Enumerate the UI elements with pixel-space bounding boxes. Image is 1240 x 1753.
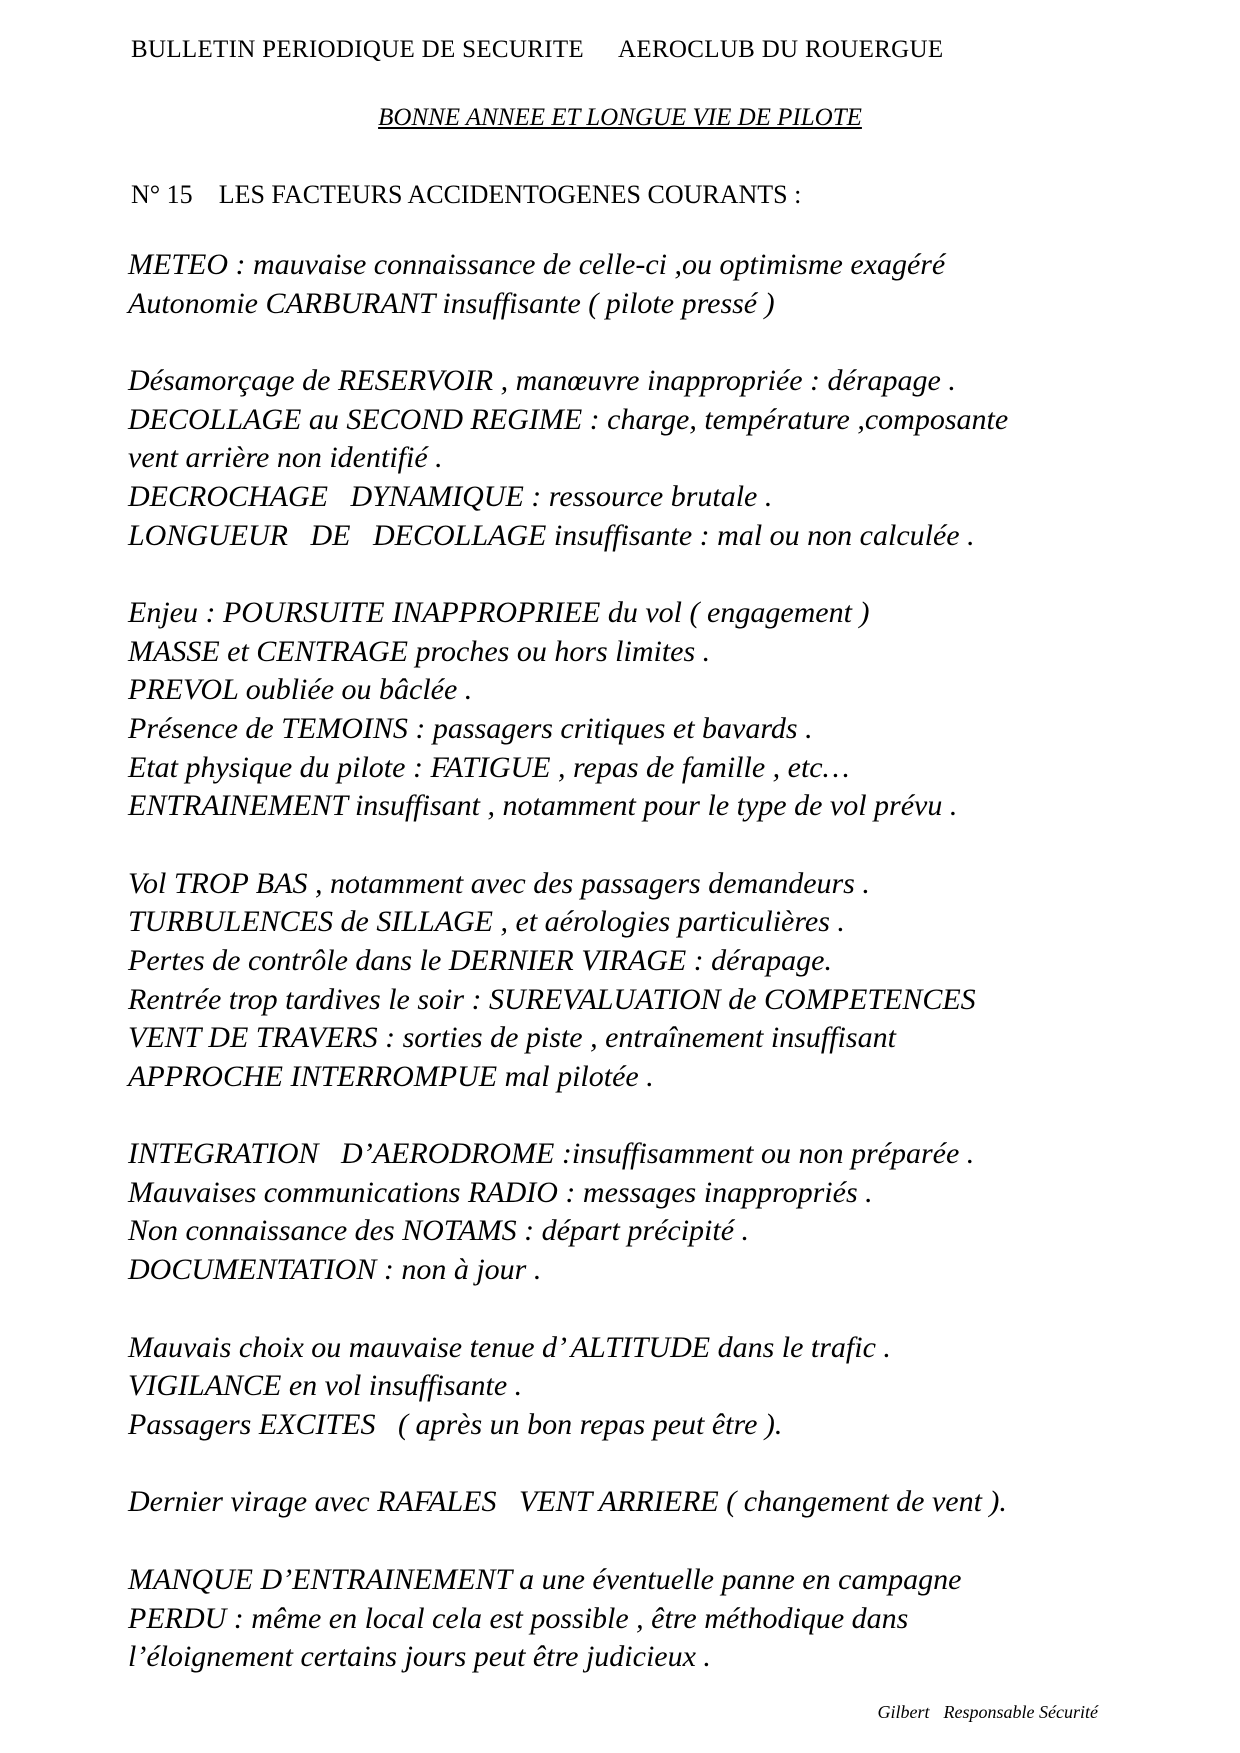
paragraph <box>128 1135 1188 1289</box>
text-line: Rentrée trop tardives le soir : SUREVALUATION de COMPETENCES <box>128 982 976 1016</box>
text-line: Passagers EXCITES ( après un bon repas peut être ). <box>128 1407 783 1441</box>
paragraph <box>128 1561 1188 1677</box>
text-line: Dernier virage avec RAFALES VENT ARRIERE ( changement de vent ). <box>128 1485 1007 1519</box>
text-line: Présence de TEMOINS : passagers critiques et bavards . <box>128 711 813 745</box>
text-line: DECROCHAGE DYNAMIQUE : ressource brutale . <box>128 479 773 513</box>
text-line: Autonomie CARBURANT insuffisante ( pilote pressé ) <box>128 286 775 320</box>
club-name: AEROCLUB DU ROUERGUE <box>618 36 944 63</box>
signature-role: Responsable Sécurité <box>943 1702 1098 1722</box>
text-line: Pertes de contrôle dans le DERNIER VIRAGE : dérapage. <box>128 943 832 977</box>
bulletin-header <box>131 36 943 64</box>
text-line: TURBULENCES de SILLAGE , et aérologies particulières . <box>128 905 845 939</box>
text-line: Etat physique du pilote : FATIGUE , repas de famille , etc… <box>128 750 850 784</box>
text-line: VIGILANCE en vol insuffisante . <box>128 1369 523 1403</box>
signature-name: Gilbert <box>877 1702 930 1722</box>
subtitle: BONNE ANNEE ET LONGUE VIE DE PILOTE <box>378 104 862 131</box>
paragraph <box>128 1483 1188 1522</box>
text-line: Mauvaises communications RADIO : messages inappropriés . <box>128 1175 873 1209</box>
issue-heading <box>131 180 801 210</box>
text-line: LONGUEUR DE DECOLLAGE insuffisante : mal ou non calculée . <box>128 518 975 552</box>
paragraph <box>128 246 1188 323</box>
text-line: vent arrière non identifié . <box>128 441 443 475</box>
text-line: l’éloignement certains jours peut être judicieux . <box>128 1640 711 1674</box>
text-line: DOCUMENTATION : non à jour . <box>128 1253 542 1287</box>
issue-title: LES FACTEURS ACCIDENTOGENES COURANTS : <box>218 180 802 209</box>
text-line: DECOLLAGE au SECOND REGIME : charge, température ,composante <box>128 402 1009 436</box>
text-line: Vol TROP BAS , notamment avec des passagers demandeurs . <box>128 866 870 900</box>
text-line: PERDU : même en local cela est possible , être méthodique dans <box>128 1601 909 1635</box>
text-line: Désamorçage de RESERVOIR , manœuvre inappropriée : dérapage . <box>128 364 956 398</box>
text-line: ENTRAINEMENT insuffisant , notamment pour le type de vol prévu . <box>128 789 958 823</box>
text-line: PREVOL oubliée ou bâclée . <box>128 673 473 707</box>
signature <box>878 1702 1098 1723</box>
text-line: VENT DE TRAVERS : sorties de piste , entraînement insuffisant <box>128 1021 896 1055</box>
paragraph <box>128 362 1188 555</box>
paragraph <box>128 594 1188 826</box>
bulletin-title: BULLETIN PERIODIQUE DE SECURITE <box>131 36 585 63</box>
paragraph <box>128 865 1188 1097</box>
text-line: Mauvais choix ou mauvaise tenue d’ ALTITUDE dans le trafic . <box>128 1330 891 1364</box>
issue-number: N° 15 <box>131 180 193 209</box>
text-line: Non connaissance des NOTAMS : départ précipité . <box>128 1214 750 1248</box>
text-line: APPROCHE INTERROMPUE mal pilotée . <box>128 1059 654 1093</box>
paragraph <box>128 1329 1188 1445</box>
text-line: MASSE et CENTRAGE proches ou hors limites . <box>128 634 711 668</box>
text-line: METEO : mauvaise connaissance de celle-ci ,ou optimisme exagéré <box>128 248 946 281</box>
text-line: Enjeu : POURSUITE INAPPROPRIEE du vol ( engagement ) <box>128 596 870 630</box>
text-line: MANQUE D’ENTRAINEMENT a une éventuelle panne en campagne <box>128 1563 962 1597</box>
text-line: INTEGRATION D’AERODROME :insuffisamment ou non préparée . <box>128 1137 975 1171</box>
bulletin-body <box>128 246 1188 1716</box>
